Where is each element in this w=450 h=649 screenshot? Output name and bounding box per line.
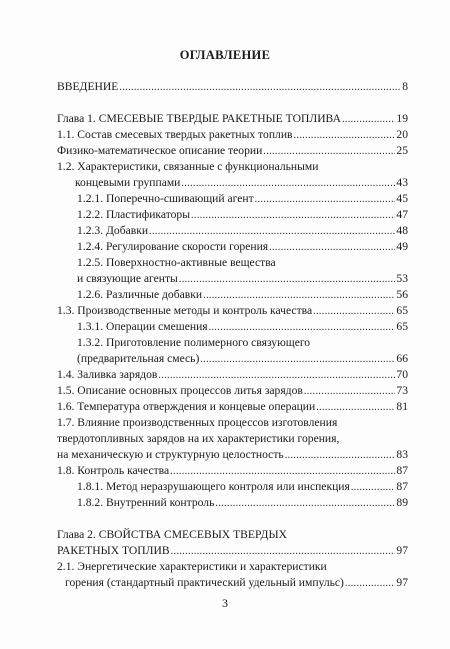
toc-entry-label-line: 1.3.2. Приготовление полимерного связующего — [77, 336, 311, 349]
toc-entry-1-3[interactable] — [57, 303, 408, 320]
toc-entry-1-3-1[interactable] — [77, 319, 408, 336]
dot-leader — [285, 448, 396, 464]
toc-entry-1-8-2[interactable] — [77, 495, 408, 512]
toc-entry-label: 1.2.2. Пластификаторы — [77, 208, 191, 221]
toc-entry-page: 49 — [396, 240, 408, 253]
dot-leader — [313, 304, 395, 320]
dot-leader — [316, 400, 395, 416]
toc-entry-2-1[interactable] — [57, 559, 408, 592]
dot-leader — [342, 112, 395, 128]
dot-leader — [209, 320, 396, 336]
toc-entry-label: 1.2.3. Добавки — [77, 224, 149, 237]
toc-entry-page: 66 — [396, 352, 408, 365]
toc-entry-page: 87 — [396, 480, 408, 493]
toc-entry-page: 43 — [396, 176, 408, 189]
toc-entry-1-2-2[interactable] — [77, 207, 408, 224]
toc-entry-1-2-4[interactable] — [77, 239, 408, 256]
toc-entry-label-line: 1.2.5. Поверхностно-активные вещества — [77, 256, 276, 269]
toc-entry-label: 1.1. Состав смесевых твердых ракетных топлив — [57, 128, 293, 141]
dot-leader — [269, 240, 395, 256]
toc-entry-label: 1.4. Заливка зарядов — [57, 368, 158, 381]
dot-leader — [200, 352, 395, 368]
toc-entry-page: 8 — [402, 80, 408, 93]
toc-entry-page: 45 — [396, 192, 408, 205]
toc-entry-label: 1.8.2. Внутренний контроль — [77, 496, 215, 509]
toc-entry-page: 97 — [396, 576, 408, 589]
toc-entry-page: 53 — [396, 272, 408, 285]
toc-entry-label: Глава 1. СМЕСЕВЫЕ ТВЕРДЫЕ РАКЕТНЫЕ ТОПЛИВА — [57, 112, 341, 125]
toc-entry-label: 1.6. Температура отверждения и концевые операции — [57, 400, 316, 413]
toc-entry-page: 97 — [396, 544, 408, 557]
dot-leader — [119, 80, 401, 96]
toc-entry-1-2-3[interactable] — [77, 223, 408, 240]
dot-leader — [304, 384, 396, 400]
toc-entry-label: 1.2.4. Регулирование скорости горения — [77, 240, 269, 253]
dot-leader — [179, 272, 396, 288]
toc-entry-page: 47 — [396, 208, 408, 221]
dot-leader — [255, 192, 396, 208]
toc-entry-label-line: 1.2. Характеристики, связанные с функциональными — [57, 160, 319, 173]
toc-entry-chapter-2[interactable] — [57, 527, 408, 560]
toc-entry-1-3-2[interactable] — [77, 335, 408, 368]
dot-leader — [263, 144, 395, 160]
toc-entry-page: 73 — [396, 384, 408, 397]
toc-entry-1-8[interactable] — [57, 463, 408, 480]
toc-entry-1-6[interactable] — [57, 399, 408, 416]
dot-leader — [181, 176, 395, 192]
toc-entry-1-2-1[interactable] — [77, 191, 408, 208]
toc-entry-1-8-1[interactable] — [77, 479, 408, 496]
toc-entry-page: 81 — [396, 400, 408, 413]
toc-entry-physics-theory[interactable] — [57, 143, 408, 160]
toc-entry-label: ВВЕДЕНИЕ — [57, 80, 119, 93]
toc-entry-label: 1.8. Контроль качества — [57, 464, 170, 477]
toc-entry-label: 1.8.1. Метод неразрушающего контроля или инспекция — [77, 480, 350, 493]
toc-entry-1-1[interactable] — [57, 127, 408, 144]
dot-leader — [171, 544, 396, 560]
toc-entry-label: РАКЕТНЫХ ТОПЛИВ — [57, 544, 170, 557]
toc-entry-page: 25 — [396, 144, 408, 157]
toc-entry-page: 48 — [396, 224, 408, 237]
toc-entry-label-line: твердотопливных зарядов на их характеристики горения, — [57, 432, 340, 445]
toc-entry-label: (предварительная смесь) — [77, 352, 200, 365]
toc-entry-page: 19 — [396, 112, 408, 125]
dot-leader — [149, 224, 395, 240]
toc-entry-chapter-1[interactable] — [57, 111, 408, 128]
toc-entry-label: горения (стандартный практический удельный импульс) — [65, 576, 344, 589]
toc-entry-label: концевыми группами — [75, 176, 181, 189]
toc-entry-1-4[interactable] — [57, 367, 408, 384]
page-number: 3 — [222, 596, 228, 610]
dot-leader — [170, 464, 395, 480]
toc-entry-page: 89 — [396, 496, 408, 509]
toc-entry-introduction[interactable] — [57, 79, 408, 96]
toc-entry-label: 1.5. Описание основных процессов литья зарядов — [57, 384, 303, 397]
toc-entry-label-line: 2.1. Энергетические характеристики и характеристики — [57, 560, 327, 573]
toc-entry-label: и связующие агенты — [77, 272, 178, 285]
toc-entry-label: Физико-математическое описание теории — [57, 144, 263, 157]
toc-entry-label-line: 1.7. Влияние производственных процессов изготовления — [57, 416, 338, 429]
dot-leader — [158, 368, 395, 384]
dot-leader — [191, 208, 395, 224]
toc-entry-1-5[interactable] — [57, 383, 408, 400]
toc-entry-label: 1.3.1. Операции смешения — [77, 320, 208, 333]
dot-leader — [351, 480, 396, 496]
toc-entry-page: 56 — [396, 288, 408, 301]
dot-leader — [203, 288, 395, 304]
toc-entry-page: 20 — [396, 128, 408, 141]
toc-entry-label: 1.3. Производственные методы и контроль качества — [57, 304, 313, 317]
toc-entry-page: 65 — [396, 304, 408, 317]
toc-title: ОГЛАВЛЕНИЕ — [179, 48, 271, 62]
toc-entry-1-2-5[interactable] — [77, 255, 408, 288]
dot-leader — [294, 128, 396, 144]
toc-entry-page: 87 — [396, 464, 408, 477]
toc-entry-1-2[interactable] — [57, 159, 408, 192]
dot-leader — [345, 576, 396, 592]
toc-entry-page: 70 — [396, 368, 408, 381]
toc-entry-1-7[interactable] — [57, 415, 408, 464]
toc-entry-label: на механическую и структурную целостность — [57, 448, 284, 461]
toc-entry-page: 65 — [396, 320, 408, 333]
toc-entry-label: 1.2.6. Различные добавки — [77, 288, 203, 301]
toc-entry-1-2-6[interactable] — [77, 287, 408, 304]
toc-entry-label: 1.2.1. Поперечно-сшивающий агент — [77, 192, 254, 205]
toc-entry-page: 83 — [396, 448, 408, 461]
toc-entry-label-line: Глава 2. СВОЙСТВА СМЕСЕВЫХ ТВЕРДЫХ — [57, 528, 287, 541]
dot-leader — [215, 496, 395, 512]
